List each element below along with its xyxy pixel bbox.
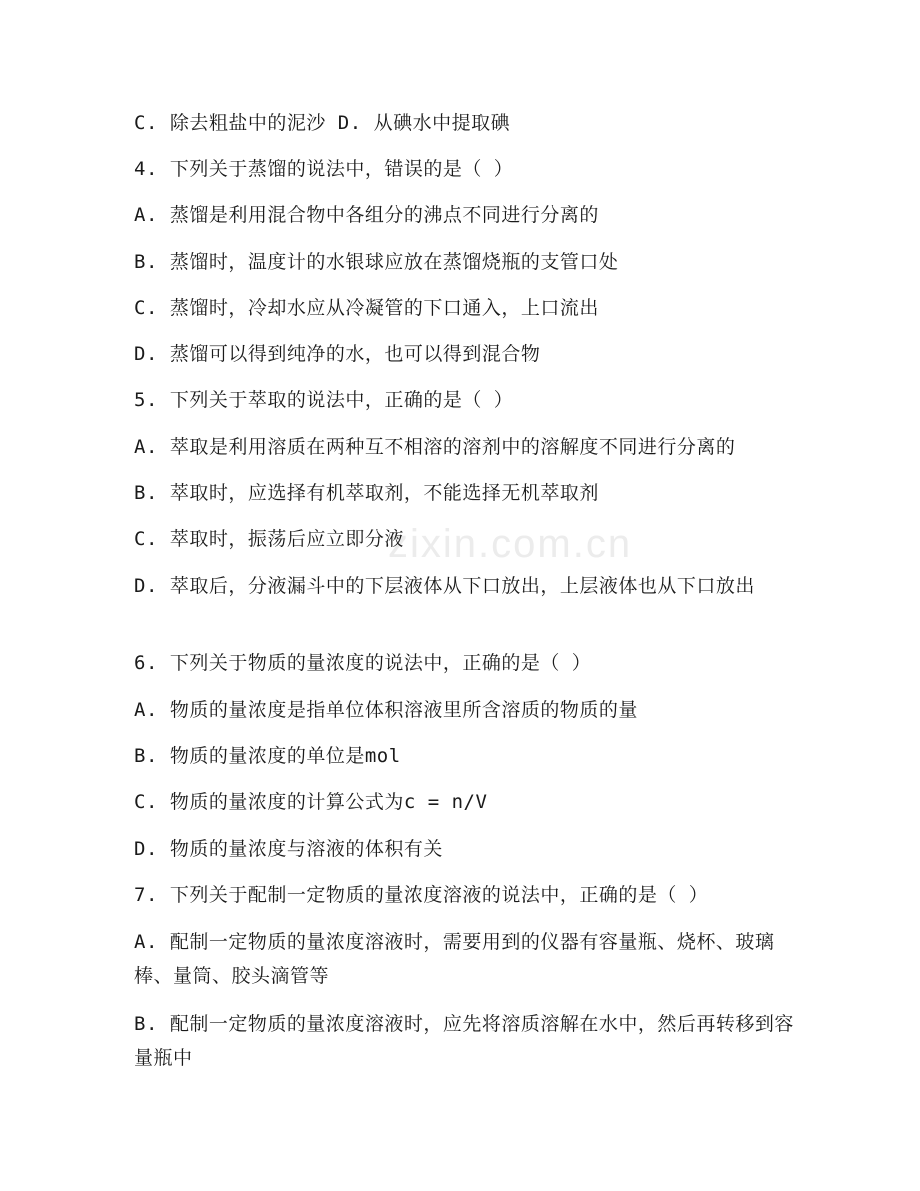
option-line: A. 萃取是利用溶质在两种互不相溶的溶剂中的溶解度不同进行分离的 [134,436,736,458]
question-line: 7. 下列关于配制一定物质的量浓度溶液的说法中，正确的是（ ） [134,884,709,906]
option-line: D. 物质的量浓度与溶液的体积有关 [134,838,443,860]
option-line: B. 蒸馏时，温度计的水银球应放在蒸馏烧瓶的支管口处 [134,251,619,273]
option-line: A. 蒸馏是利用混合物中各组分的沸点不同进行分离的 [134,204,599,226]
option-line: C. 除去粗盐中的泥沙 D. 从碘水中提取碘 [134,112,511,134]
option-line: C. 物质的量浓度的计算公式为c = n/V [134,791,488,813]
option-line: B. 配制一定物质的量浓度溶液时，应先将溶质溶解在水中，然后再转移到容量瓶中 [134,1013,794,1069]
watermark: zixin.com.cn [388,522,633,566]
option-line: A. 配制一定物质的量浓度溶液时，需要用到的仪器有容量瓶、烧杯、玻璃棒、量筒、胶头滴管等 [134,931,775,987]
question-line: 4. 下列关于蒸馏的说法中，错误的是（ ） [134,158,514,180]
option-line: C. 萃取时，振荡后应立即分液 [134,528,404,550]
option-line: D. 萃取后，分液漏斗中的下层液体从下口放出，上层液体也从下口放出 [134,575,755,597]
option-line: B. 萃取时，应选择有机萃取剂，不能选择无机萃取剂 [134,482,599,504]
option-line: C. 蒸馏时，冷却水应从冷凝管的下口通入，上口流出 [134,297,599,319]
question-line: 6. 下列关于物质的量浓度的说法中，正确的是（ ） [134,652,592,674]
option-line: A. 物质的量浓度是指单位体积溶液里所含溶质的物质的量 [134,699,638,721]
option-line: B. 物质的量浓度的单位是mol [134,745,401,767]
option-line: D. 蒸馏可以得到纯净的水，也可以得到混合物 [134,343,541,365]
question-line: 5. 下列关于萃取的说法中，正确的是（ ） [134,389,514,411]
